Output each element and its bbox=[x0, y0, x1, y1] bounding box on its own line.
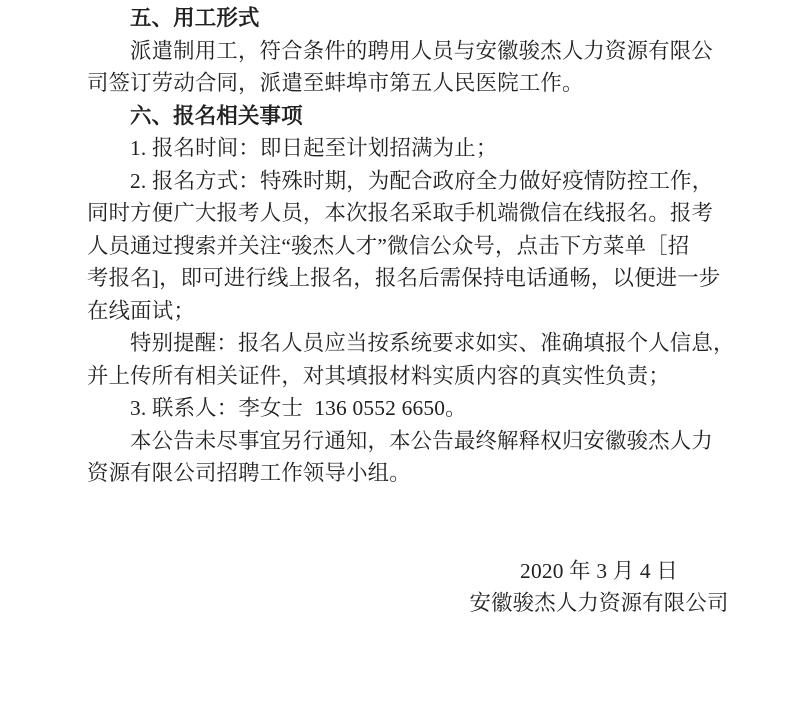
doc-line-contact-person: 3. 联系人：李女士 136 0552 6650。 bbox=[130, 396, 467, 420]
signature-company: 安徽骏杰人力资源有限公司 bbox=[469, 591, 729, 615]
section-heading-employment-form: 五、用工形式 bbox=[130, 6, 260, 30]
doc-line: 司签订劳动合同，派遣至蚌埠市第五人民医院工作。 bbox=[87, 71, 584, 95]
doc-line-registration-time: 1. 报名时间：即日起至计划招满为止； bbox=[130, 136, 498, 160]
doc-line-special-reminder: 特别提醒：报名人员应当按系统要求如实、准确填报个人信息， bbox=[130, 331, 735, 355]
doc-line: 同时方便广大报考人员，本次报名采取手机端微信在线报名。报考 bbox=[87, 201, 714, 225]
blank-space bbox=[87, 490, 730, 555]
signature-block bbox=[468, 555, 730, 620]
signature-date: 2020 年 3 月 4 日 bbox=[520, 558, 678, 583]
doc-line: 在线面试； bbox=[87, 298, 195, 323]
doc-line: 本公告未尽事宜另行通知，本公告最终解释权归安徽骏杰人力 bbox=[130, 428, 713, 453]
section-heading-registration-matters: 六、报名相关事项 bbox=[130, 103, 303, 128]
doc-line: 并上传所有相关证件，对其填报材料实质内容的真实性负责； bbox=[87, 363, 670, 388]
doc-line: 资源有限公司招聘工作领导小组。 bbox=[87, 461, 411, 485]
doc-line: 人员通过搜索并关注“骏杰人才”微信公众号，点击下方菜单［招 bbox=[87, 233, 690, 258]
doc-line: 考报名]，即可进行线上报名，报名后需保持电话通畅，以便进一步 bbox=[87, 266, 721, 290]
doc-line-registration-method: 2. 报名方式：特殊时期，为配合政府全力做好疫情防控工作， bbox=[130, 168, 714, 193]
doc-line: 派遣制用工，符合条件的聘用人员与安徽骏杰人力资源有限公 bbox=[130, 38, 713, 63]
